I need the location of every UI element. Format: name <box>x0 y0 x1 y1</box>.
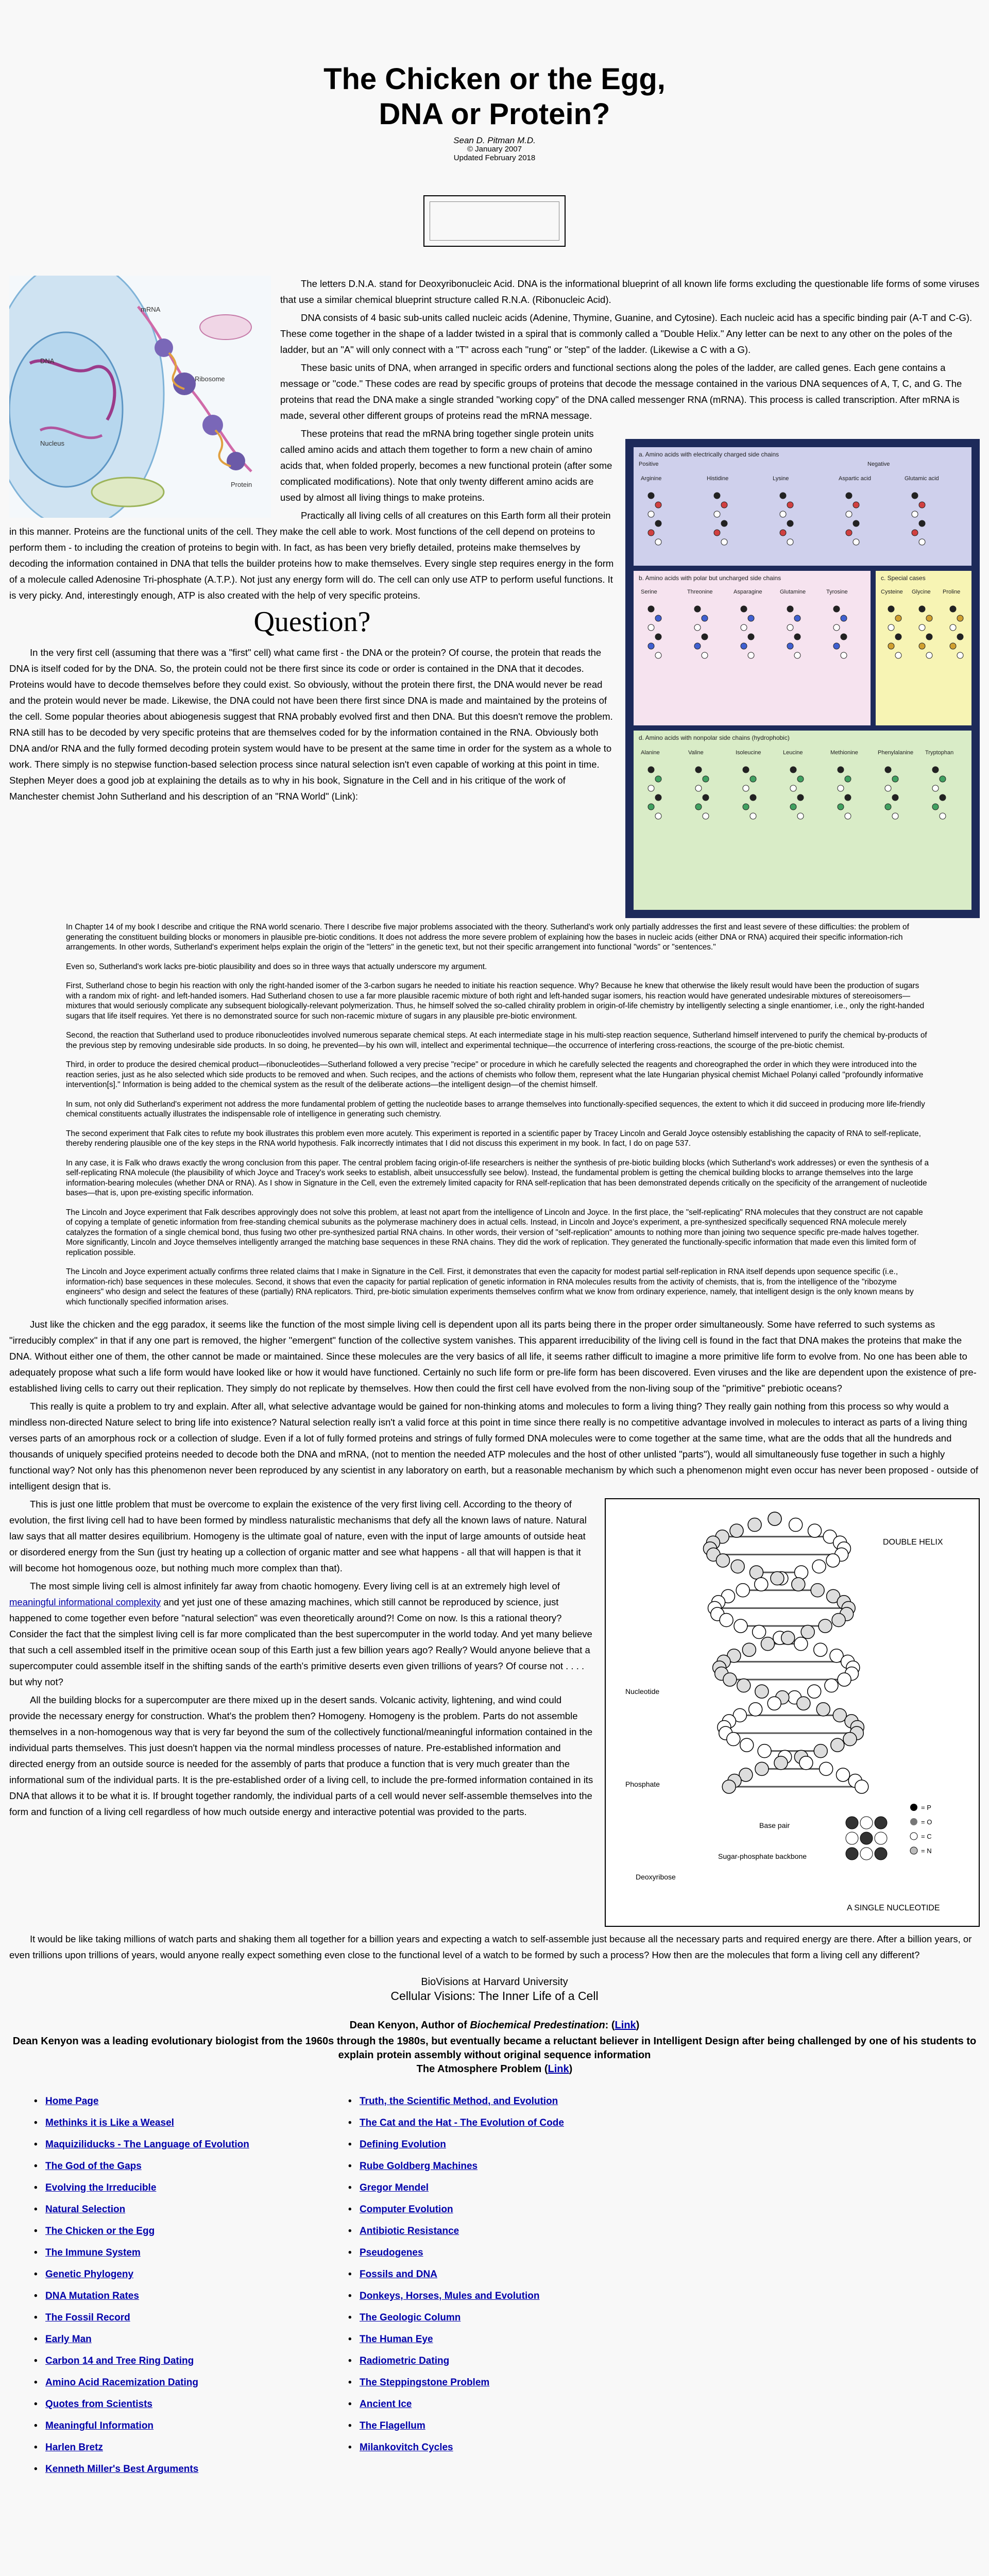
amino-acid-name: Threonine <box>687 589 713 595</box>
cell-label-nucleus: Nucleus <box>40 439 64 447</box>
amino-acid-name: Glycine <box>912 589 931 595</box>
quote-paragraph-5: Third, in order to produce the desired chemical product—ribonucleotides—Sutherland followed a very precise "recipe" or procedure in which he carefully selected the reagents and choreographed the order in which they were introduced into the reaction series, just as he also selected which side products to be removed and when. Such recipes, and the actions of chemists who follow them, represent what the late Hungarian physical chemist Michael Polanyi called "profoundly informative intervention[s]." Information is being added to the chemical system as the result of the deliberate actions—the intelligent design—of the chemist himself. <box>66 1060 924 1089</box>
cell-protein-synthesis-illustration <box>9 276 271 518</box>
dna-label-phosphate: Phosphate <box>625 1780 660 1788</box>
kenyon-description: Dean Kenyon was a leading evolutionary biologist from the 1960s through the 1980s, but eventually became a reluctant believer in Intelligent Design after being challenged by one of his students to explain protein assembly without original sequence information <box>12 2036 977 2061</box>
title-line-1: The Chicken or the Egg, <box>323 62 666 96</box>
watch-parts-paragraph: It would be like taking millions of watch parts and shaking them all together for a billion years and expecting a watch to self-assemble just because all the necessary parts and required energy are there. After a billion years, or even trillions upon trillions of years, would anyone really expect something even close to the functional level of a watch to be formed by such a process? How then are the molecules that form a living cell any different? <box>9 1934 972 1960</box>
intro-paragraph-1: The letters D.N.A. stand for Deoxyribonucleic Acid. DNA is the informational blueprint of all known life forms excluding the questionable life forms of some viruses that use a similar chemical blueprint structure called R.N.A. (Ribonucleic Acid). <box>280 278 980 305</box>
kenyon-paren-close: ) <box>636 2020 640 2031</box>
nav-left-12[interactable]: • Carbon 14 and Tree Ring Dating <box>45 2355 303 2367</box>
question-heading: Question? <box>253 606 371 638</box>
amino-acid-name: Isoleucine <box>736 750 761 756</box>
nav-left-6[interactable]: • The Chicken or the Egg <box>45 2226 303 2237</box>
atmosphere-title: The Atmosphere Problem <box>416 2063 542 2075</box>
nav-column-right <box>360 2096 617 2464</box>
nav-right-14[interactable]: • Ancient Ice <box>360 2399 617 2410</box>
quote-paragraph-1: In Chapter 14 of my book I describe and critique the RNA world scenario. There I describe five major problems associated with the theory. Sutherland's work only partially addresses the first and least severe of these difficulties: the problem of generating the constituent building blocks or monomers in plausible pre-biotic conditions. It does not address the more severe problem of explaining how the bases in nucleic acids (either DNA or RNA) acquired their specific information-rich arrangements. In other words, Sutherland's experiment helps explain the origin of the "letters" in the genetic text, but not their specific arrangement into functional "words" or "sentences." <box>66 923 909 952</box>
kenyon-link[interactable]: Link <box>615 2020 636 2031</box>
amino-acids-chart <box>625 439 980 918</box>
intro-paragraph-4: These proteins that read the mRNA bring together single protein units called amino acids and attach them together to form a new chain of amino acids that, when folded properly, becomes a new functional protein (after some complicated modifications). Note that only twenty different amino acids are used by almost all living things to make proteins. <box>280 428 612 503</box>
panel-a-negative: Negative <box>867 461 890 467</box>
nav-left-11[interactable]: • Early Man <box>45 2334 303 2345</box>
question-paragraph: In the very first cell (assuming that there was a "first" cell) what came first - the DNA or the protein? Of course, the protein that reads the DNA is itself coded for by the DNA. So, the protein could not be there first since its code or order is contained in the DNA that it decodes. Proteins would have to decode themselves before they could exist. So obviously, without the protein there first, the DNA would never be read and the protein would never be made. Likewise, the DNA could not have been there first since DNA is made and maintained by the proteins of the cell. Some popular theories about abiogenesis suggest that RNA probably evolved first and then DNA. But this doesn't remove the problem. RNA still has to be decoded by very specific proteins that are themselves coded for by the information contained in the RNA. Obviously both DNA and/or RNA and the fully formed decoding protein system would have to be present at the same time in order for the system as a whole to work. There simply is no stepwise function-based selection process since natural selection isn't even capable of working at this point in time. Stephen Meyer does a good job at explaining the details as to why in his book, Signature in the Cell and in his critique of the work of Manchester chemist John Sutherland and his description of an "RNA World" (Link): <box>9 647 613 802</box>
nav-right-8[interactable]: • Fossils and DNA <box>360 2269 617 2280</box>
dna-label-nucleotide: Nucleotide <box>625 1687 660 1696</box>
intro-paragraph-2: DNA consists of 4 basic sub-units called nucleic acids (Adenine, Thymine, Guanine, and Cytosine). Each nucleic acid has a specific binding pair (A-T and C-G). These come together in the shape of a ladder twisted in a spiral that is commonly called a "Double Helix." Any letter can be next to any other on the poles of the ladder, but an "A" will only connect with a "T" across each "rung" or "step" of the ladder. (Likewise a C with a G). <box>280 312 973 355</box>
nav-left-16[interactable]: • Harlen Bretz <box>45 2442 303 2453</box>
nav-right-15[interactable]: • The Flagellum <box>360 2420 617 2432</box>
cell-label-ribosome: Ribosome <box>195 375 225 383</box>
quote-paragraph-4: Second, the reaction that Sutherland used to produce ribonucleotides involved numerous separate chemical steps. At each intermediate stage in his multi-step reaction sequence, Sutherland himself intervened to purify the chemical by-products of the previous step by removing undesirable side products. In so doing, he prevented—by his own will, intellect and experimental technique—the occurrence of interfering cross-reactions, the scourge of the pre-biotic chemist. <box>66 1031 927 1050</box>
nav-right-10[interactable]: • The Geologic Column <box>360 2312 617 2324</box>
quote-paragraph-9: The Lincoln and Joyce experiment that Falk describes approvingly does not solve this problem, at least not apart from the intelligence of Lincoln and Joyce. In the first place, the "self-replicating" RNA molecules that they construct are not capable of copying a template of genetic information from free-standing chemical subunits as the polymerase machinery does in actual cells. Instead, in Lincoln and Joyce's experiment, a pre-synthesized specifically sequenced RNA molecule merely catalyzes the formation of a single chemical bond, thus fusing two other pre-synthesized partial RNA chains. In other words, their version of "self-replication" amounts to nothing more than joining two sequence specific pre-made halves together. More significantly, Lincoln and Joyce themselves intelligently arranged the matching base sequences in these RNA chains. They did the work of replication. They generated the functionally-specific information that made even this limited form of replication possible. <box>66 1208 923 1257</box>
amino-acid-name: Tyrosine <box>826 589 848 595</box>
nav-right-11[interactable]: • The Human Eye <box>360 2334 617 2345</box>
nav-left-1[interactable]: • Methinks it is Like a Weasel <box>45 2117 303 2129</box>
kenyon-paren-open: : ( <box>605 2020 615 2031</box>
amino-acid-name: Alanine <box>641 750 660 756</box>
amino-acid-name: Valine <box>688 750 704 756</box>
nav-left-15[interactable]: • Meaningful Information <box>45 2420 303 2432</box>
amino-acid-name: Glutamic acid <box>905 476 939 482</box>
cell-label-protein: Protein <box>231 481 252 488</box>
panel-d-label: d. Amino acids with nonpolar side chains (hydrophobic) <box>639 734 790 741</box>
meyer-quote <box>66 922 931 1307</box>
panel-a-positive: Positive <box>639 461 659 467</box>
copyright-date: © January 2007 <box>467 145 522 154</box>
cell-label-dna: DNA <box>40 357 55 365</box>
simple-cell-text-2: and yet just one of these amazing machines, which still cannot be reproduced by science, just happened to come together even before "natural selection" was even theoretically around?! Come on now. Is this a rational theory? Consider the fact that the simplest living cell is far more complicated than the best supercomputer in the world today. And yet many believe that such a cell assembled itself in the primitive ocean soup of this Earth just a few billion years ago? Really? Would anyone believe that a supercomputer could assemble itself in the shifting sands of the earth's primitive deserts even given trillions of years? Of course not . . . . but why not? <box>9 1597 592 1687</box>
panel-a-label: a. Amino acids with electrically charged side chains <box>639 451 779 458</box>
quote-paragraph-7: The second experiment that Falk cites to refute my book illustrates this problem even more acutely. This experiment is reported in a scientific paper by Tracey Lincoln and Gerald Joyce ostensibly establishing the capacity of RNA to self-replicate, thereby rendering plausible one of the key steps in the RNA world hypothesis. Falk incorrectly intimates that I did not discuss this experiment in my book. In fact, I do on page 537. <box>66 1129 921 1148</box>
site-navigation <box>40 2096 980 2570</box>
nav-left-9[interactable]: • DNA Mutation Rates <box>45 2291 303 2302</box>
amino-acid-name: Glutamine <box>780 589 806 595</box>
title-line-2: DNA or Protein? <box>379 97 610 131</box>
nav-column-left <box>45 2096 303 2485</box>
simple-cell-text-1: The most simple living cell is almost infinitely far away from chaotic homogeny. Every living cell is at an extremely high level of <box>30 1581 560 1591</box>
nav-right-5[interactable]: • Computer Evolution <box>360 2204 617 2215</box>
page-title <box>9 62 980 132</box>
nav-right-1[interactable]: • The Cat and the Hat - The Evolution of Code <box>360 2117 617 2129</box>
updated-date: Updated February 2018 <box>453 154 536 162</box>
nav-right-9[interactable]: • Donkeys, Horses, Mules and Evolution <box>360 2291 617 2302</box>
nav-left-13[interactable]: • Amino Acid Racemization Dating <box>45 2377 303 2388</box>
panel-b-label: b. Amino acids with polar but uncharged side chains <box>639 574 781 582</box>
amino-acid-name: Aspartic acid <box>839 476 871 482</box>
nav-left-7[interactable]: • The Immune System <box>45 2247 303 2259</box>
byline <box>9 136 980 162</box>
nav-right-0[interactable]: • Truth, the Scientific Method, and Evolution <box>360 2096 617 2107</box>
amino-acid-name: Methionine <box>830 750 858 756</box>
nav-right-13[interactable]: • The Steppingstone Problem <box>360 2377 617 2388</box>
atmosphere-paren-close: ) <box>569 2063 573 2075</box>
nav-right-2[interactable]: • Defining Evolution <box>360 2139 617 2150</box>
page <box>9 6 980 2576</box>
dna-label-double-helix: DOUBLE HELIX <box>883 1538 943 1547</box>
legend-n: = N <box>921 1847 932 1855</box>
atmosphere-link[interactable]: Link <box>548 2063 569 2075</box>
kenyon-credit <box>9 2019 980 2076</box>
dna-label-deoxyribose: Deoxyribose <box>636 1873 676 1881</box>
dna-double-helix-illustration <box>605 1498 980 1927</box>
nav-left-8[interactable]: • Genetic Phylogeny <box>45 2269 303 2280</box>
author: Sean D. Pitman M.D. <box>453 135 536 145</box>
nav-left-4[interactable]: • Evolving the Irreducible <box>45 2182 303 2194</box>
kenyon-author-line <box>9 2019 980 2032</box>
kenyon-book: Biochemical Predestination <box>470 2020 605 2031</box>
amino-acid-name: Tryptophan <box>925 750 954 756</box>
dna-label-base-pair: Base pair <box>759 1821 790 1829</box>
panel-c-label: c. Special cases <box>881 574 926 582</box>
nav-right-3[interactable]: • Rube Goldberg Machines <box>360 2161 617 2172</box>
nav-left-2[interactable]: • Maquiziliducks - The Language of Evolution <box>45 2139 303 2150</box>
legend-o: = O <box>921 1818 932 1826</box>
quote-paragraph-3: First, Sutherland chose to begin his reaction with only the right-handed isomer of the 3-carbon sugars he needed to initiate his reaction sequence. Why? Because he knew that otherwise the likely result would have been the production of sugars with a random mix of right- and left-handed isomers. Had Sutherland chosen to use a far more plausible racemic mixture of both right and left-handed sugar isomers, his reaction would have generated undesirable mixtures of stereoisomers—mixtures that would seriously complicate any subsequent biologically-relevant polymerization. Thus, he himself solved the so-called chirality problem in origin-of-life chemistry by intelligently selecting a single enantiomer, i.e., only the right-handed sugars that life itself requires. Yet there is no demonstrated source for such non-racemic mixture of sugars in any plausible pre-biotic environment. <box>66 981 925 1021</box>
video-credit <box>9 1975 980 2003</box>
amino-acid-name: Lysine <box>773 476 789 482</box>
nav-right-16[interactable]: • Milankovitch Cycles <box>360 2442 617 2453</box>
nav-right-4[interactable]: • Gregor Mendel <box>360 2182 617 2194</box>
amino-acid-name: Phenylalanine <box>878 750 914 756</box>
quote-paragraph-8: In any case, it is Falk who draws exactly the wrong conclusion from this paper. The central problem facing origin-of-life researchers is neither the synthesis of pre-biotic building blocks (which Sutherland's work addresses) or even the synthesis of a self-replicating RNA molecule (the plausibility of which Joyce and Tracey's work seeks to establish, albeit unsuccessfully see below). Instead, the fundamental problem is getting the chemical building blocks to arrange themselves into the large information-bearing molecules (whether DNA or RNA). As I show in Signature in the Cell, even the extremely limited capacity for RNA self-replication that has been demonstrated depends critically on the specificity of the arrangement of nucleotide bases—that is, upon pre-existing specific information. <box>66 1158 929 1197</box>
embedded-media-box <box>423 195 566 247</box>
amino-acid-name: Proline <box>943 589 961 595</box>
legend-c: = C <box>921 1833 932 1840</box>
homogeny-paragraph: This is just one little problem that must be overcome to explain the existence of the very first living cell. According to the theory of evolution, the first living cell had to have been formed by mindless naturalistic mechanisms that defy all the known laws of nature. Natural law says that all matter desires equilibrium. Homogeny is the ultimate goal of nature, even with the input of large amounts of outside heat or disordered energy from the Sun (just try heating up a collection of organic matter and see what happens - all that will happen is that it will become hot homogenous ooze, but nothing much more complex than that). <box>9 1499 587 1573</box>
meaningful-complexity-link[interactable]: meaningful informational complexity <box>9 1597 161 1607</box>
intro-paragraph-5: Practically all living cells of all creatures on this Earth form all their protein in this manner. Proteins are the functional units of the cell. They make the cell able to work. Most functions of the cell depend on proteins to perform them - to including the creation of proteins to begin with. In fact, as has been very briefly detailed, proteins make themselves by decoding the information contained in DNA that tells the builder proteins how to make themselves. Every single step requires energy in the form of a molecule called Adenosine Tri-phosphate (A.T.P.). Not just any energy form will do. The cell can only use ATP to perform useful functions. It is very picky. And, interestingly enough, ATP is also created with the help of very specific proteins. <box>9 510 614 601</box>
quote-paragraph-10: The Lincoln and Joyce experiment actually confirms three related claims that I make in Signature in the Cell. First, it demonstrates that even the capacity for modest partial self-replication in RNA itself depends upon sequence specific (i.e., information-rich) base sequences in these molecules. Second, it shows that even the capacity for partial replication of genetic information in RNA molecules results from the activity of chemists, that is, from the intelligence of the "ribozyme engineers" who design and select the features of these (partially) RNA replicators. Third, pre-biotic simulation experiments themselves confirm what we know from ordinary experience, namely, that intelligent design is the only known means by which functionally specified information arises. <box>66 1267 914 1307</box>
building-blocks-paragraph: All the building blocks for a supercomputer are there mixed up in the desert sands. Volcanic activity, lightening, and wind could provide the necessary energy for construction. What's the problem then? Homogeny. Homogeny is the problem. Parts do not assemble themselves in a non-homogenous way that is very far beyond the sum of the collectively functional/meaningful information contained in the individual parts themselves. This just doesn't happen via the normal mindless processes of nature. Pre-established information and directed energy from an outside source is needed for the assembly of parts that produce a function that is very much greater than the informational sum of the individual parts. It is the pre-established order of a living cell, to include the pre-formed information contained in its DNA that allows it to be what it is. If brought together randomly, the individual parts of a cell would never self-assemble themselves into the form and function of a living cell regardless of how much outside energy and interactive potential was provided to the parts. <box>9 1694 593 1817</box>
amino-acid-name: Histidine <box>707 476 729 482</box>
selective-advantage-paragraph: This really is quite a problem to try and explain. After all, what selective advantage would be gained for non-thinking atoms and molecules to form a living thing? They really gain nothing from this process so why would a mindless non-directed Nature select to bring life into existence? Natural selection really isn't a valid force at this point in time since there really is no competitive advantage involved in molecules to interact as parts of a living thing verses parts of an amorphous rock or a collection of sludge. Even if a lot of fully formed proteins and strings of fully formed DNA molecules were to come together at the same time, what are the odds that all the hundreds and thousands of uniquely specified proteins needed to decode both the DNA and mRNA, (not to mention the needed ATP molecules and the host of other unlisted "parts"), would all simultaneously fuse together in such a highly functional way? Not only has this phenomenon never been reproduced by any scientist in any laboratory on earth, but a reasonable mechanism by which such a phenomenon might even occur has never been proposed - outside of intelligent design that is. <box>9 1401 978 1492</box>
nav-left-17[interactable]: • Kenneth Miller's Best Arguments <box>45 2464 303 2475</box>
amino-acid-name: Asparagine <box>734 589 762 595</box>
nav-right-7[interactable]: • Pseudogenes <box>360 2247 617 2259</box>
irreducible-paragraph: Just like the chicken and the egg paradox, it seems like the function of the most simple living cell is dependent upon all its parts being there in the proper order simultaneously. Some have referred to such systems as "irreducibly complex" in that if any one part is removed, the higher "emergent" function of the collective system vanishes. This apparent irreducibility of the living cell is found in the fact that DNA makes the proteins that make the DNA. Without either one of them, the other cannot be made or maintained. Since these molecules are the very basics of all life, it seems rather difficult to imagine a more primitive life form to evolve from. No one has been able to adequately propose what such a life form would have looked like or how it would have functioned. Certainly no such life form or pre-life form has been discovered. Even viruses and the like are dependent upon the existence of pre-established living cells to carry out their replication. They simply do not replicate by themselves. How then could the first cell have evolved from the non-living soup of the "primitive" prebiotic oceans? <box>9 1319 977 1394</box>
amino-acid-name: Arginine <box>641 476 662 482</box>
amino-acid-name: Serine <box>641 589 657 595</box>
cell-label-mrna: mRNA <box>141 306 161 313</box>
nav-left-5[interactable]: • Natural Selection <box>45 2204 303 2215</box>
nav-left-0[interactable]: • Home Page <box>45 2096 303 2107</box>
quote-paragraph-2: Even so, Sutherland's work lacks pre-biotic plausibility and does so in three ways that actually underscore my argument. <box>66 962 487 971</box>
amino-acid-name: Leucine <box>783 750 803 756</box>
dna-label-single-nucleotide: A SINGLE NUCLEOTIDE <box>847 1904 940 1912</box>
nav-right-12[interactable]: • Radiometric Dating <box>360 2355 617 2367</box>
dna-label-backbone: Sugar-phosphate backbone <box>718 1852 807 1860</box>
nav-left-14[interactable]: • Quotes from Scientists <box>45 2399 303 2410</box>
nav-left-10[interactable]: • The Fossil Record <box>45 2312 303 2324</box>
legend-p: = P <box>921 1804 931 1811</box>
intro-paragraph-3: These basic units of DNA, when arranged in specific orders and functional sections along the poles of the ladder, are called genes. Each gene contains a message or "code." These codes are read by specific groups of proteins that decode the message contained in the various DNA sequences of A, T, C, and G. The proteins that read the DNA make a single stranded "working copy" of the DNA called messenger RNA (mRNA). This process is called transcription. After mRNA is made, several other different groups of proteins read the mRNA message. <box>280 362 962 421</box>
atmosphere-paren-open: ( <box>541 2063 548 2075</box>
kenyon-prefix: Dean Kenyon, Author of <box>349 2020 470 2031</box>
video-subtitle: Cellular Visions: The Inner Life of a Cell <box>390 1989 599 2003</box>
amino-acid-name: Cysteine <box>881 589 903 595</box>
atmosphere-line <box>9 2062 980 2076</box>
quote-paragraph-6: In sum, not only did Sutherland's experiment not address the more fundamental problem of getting the nucleotide bases to arrange themselves into functionally-specified sequences, the extent to which it did succeed in producing more life-friendly chemical constituents actually illustrates the indispensable role of intelligence in generating such chemistry. <box>66 1099 925 1118</box>
video-title: BioVisions at Harvard University <box>421 1976 568 1988</box>
nav-left-3[interactable]: • The God of the Gaps <box>45 2161 303 2172</box>
nav-right-6[interactable]: • Antibiotic Resistance <box>360 2226 617 2237</box>
